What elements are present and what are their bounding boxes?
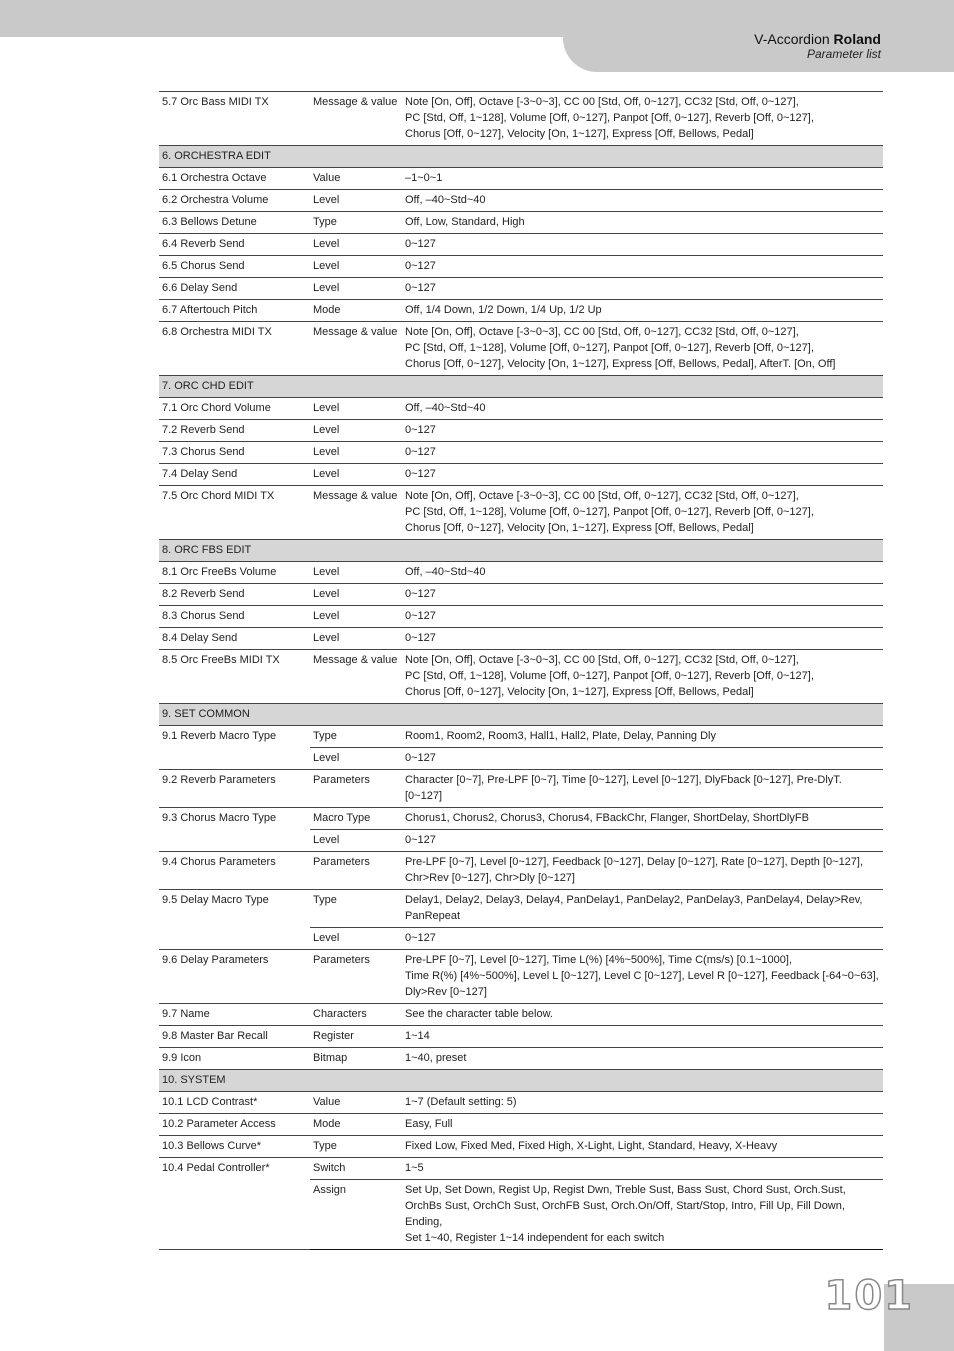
parameter-range	[402, 420, 883, 442]
parameter-range	[402, 726, 883, 748]
parameter-range	[402, 278, 883, 300]
parameter-name: 7.2 Reverb Send	[159, 420, 310, 442]
parameter-name: 9.5 Delay Macro Type	[159, 890, 310, 950]
parameter-kind: Type	[310, 726, 402, 748]
parameter-kind: Level	[310, 628, 402, 650]
parameter-name: 8.5 Orc FreeBs MIDI TX	[159, 650, 310, 704]
table-row	[159, 1026, 883, 1048]
parameter-range	[402, 628, 883, 650]
parameter-kind: Switch	[310, 1158, 402, 1180]
parameter-name: 9.7 Name	[159, 1004, 310, 1026]
parameter-kind: Register	[310, 1026, 402, 1048]
section-header	[159, 540, 883, 562]
parameter-kind: Parameters	[310, 950, 402, 1004]
parameter-range	[402, 1158, 883, 1180]
parameter-range	[402, 748, 883, 770]
table-row	[159, 1004, 883, 1026]
parameter-kind: Characters	[310, 1004, 402, 1026]
parameter-name: 7.3 Chorus Send	[159, 442, 310, 464]
parameter-name: 9.9 Icon	[159, 1048, 310, 1070]
table-row	[159, 584, 883, 606]
range-line: 0~127	[405, 588, 436, 600]
parameter-name: 6.5 Chorus Send	[159, 256, 310, 278]
page-number: 101	[824, 1273, 914, 1319]
parameter-range	[402, 852, 883, 890]
range-line: Character [0~7], Pre-LPF [0~7], Time [0~127], Level [0~127], DlyFback [0~127], Pre-DlyT. [0~127]	[405, 774, 842, 802]
section-header	[159, 1070, 883, 1092]
section-title: 9. SET COMMON	[159, 704, 883, 726]
parameter-name: 10.3 Bellows Curve*	[159, 1136, 310, 1158]
range-line: 1~14	[405, 1030, 430, 1042]
range-line: Dly>Rev [0~127]	[405, 986, 487, 998]
parameter-range	[402, 1114, 883, 1136]
parameter-range	[402, 168, 883, 190]
section-title: 6. ORCHESTRA EDIT	[159, 146, 883, 168]
range-line: PC [Std, Off, 1~128], Volume [Off, 0~127], Panpot [Off, 0~127], Reverb [Off, 0~127],	[405, 506, 814, 518]
parameter-kind: Assign	[310, 1180, 402, 1250]
parameter-name: 8.2 Reverb Send	[159, 584, 310, 606]
parameter-name: 6.3 Bellows Detune	[159, 212, 310, 234]
parameter-name: 9.8 Master Bar Recall	[159, 1026, 310, 1048]
parameter-range	[402, 486, 883, 540]
parameter-kind: Level	[310, 584, 402, 606]
parameter-name: 6.7 Aftertouch Pitch	[159, 300, 310, 322]
parameter-range	[402, 256, 883, 278]
parameter-range	[402, 890, 883, 928]
parameter-kind: Level	[310, 398, 402, 420]
range-line: Chorus [Off, 0~127], Velocity [On, 1~127], Express [Off, Bellows, Pedal], AfterT. [On, Off]	[405, 358, 836, 370]
table-row	[159, 256, 883, 278]
table-row	[159, 562, 883, 584]
table-row	[159, 168, 883, 190]
parameter-range	[402, 234, 883, 256]
parameter-kind: Level	[310, 606, 402, 628]
table-row	[159, 190, 883, 212]
parameter-range	[402, 650, 883, 704]
parameter-kind: Macro Type	[310, 808, 402, 830]
parameter-range	[402, 770, 883, 808]
parameter-kind: Level	[310, 562, 402, 584]
section-title: 7. ORC CHD EDIT	[159, 376, 883, 398]
parameter-range	[402, 928, 883, 950]
table-row	[159, 852, 883, 890]
range-line: 0~127	[405, 834, 436, 846]
range-line: Note [On, Off], Octave [-3~0~3], CC 00 [Std, Off, 0~127], CC32 [Std, Off, 0~127],	[405, 654, 799, 666]
table-row	[159, 606, 883, 628]
range-line: Pre-LPF [0~7], Level [0~127], Time L(%) [4%~500%], Time C(ms/s) [0.1~1000],	[405, 954, 793, 966]
table-row	[159, 464, 883, 486]
range-line: Off, –40~Std~40	[405, 194, 486, 206]
parameter-kind: Level	[310, 190, 402, 212]
table-row	[159, 890, 883, 928]
brand-logo: Roland	[833, 31, 881, 47]
range-line: Chorus [Off, 0~127], Velocity [On, 1~127], Express [Off, Bellows, Pedal]	[405, 522, 754, 534]
range-line: –1~0~1	[405, 172, 443, 184]
range-line: 0~127	[405, 468, 436, 480]
parameter-range	[402, 398, 883, 420]
section-title: 8. ORC FBS EDIT	[159, 540, 883, 562]
product-model: V-Accordion	[754, 31, 830, 47]
parameter-kind: Level	[310, 278, 402, 300]
parameter-range	[402, 606, 883, 628]
range-line: Chorus1, Chorus2, Chorus3, Chorus4, FBackChr, Flanger, ShortDelay, ShortDlyFB	[405, 812, 809, 824]
parameter-kind: Message & value	[310, 650, 402, 704]
parameter-name: 8.3 Chorus Send	[159, 606, 310, 628]
table-row	[159, 650, 883, 704]
range-line: 0~127	[405, 260, 436, 272]
range-line: 0~127	[405, 282, 436, 294]
parameter-kind: Level	[310, 234, 402, 256]
section-subtitle: Parameter list	[806, 47, 881, 61]
parameter-range	[402, 322, 883, 376]
parameter-range	[402, 1092, 883, 1114]
parameter-range	[402, 190, 883, 212]
table-row	[159, 770, 883, 808]
table-row	[159, 300, 883, 322]
product-name	[754, 31, 881, 47]
parameter-name: 10.1 LCD Contrast*	[159, 1092, 310, 1114]
parameter-range	[402, 584, 883, 606]
range-line: Room1, Room2, Room3, Hall1, Hall2, Plate, Delay, Panning Dly	[405, 730, 716, 742]
table-row	[159, 628, 883, 650]
range-line: Note [On, Off], Octave [-3~0~3], CC 00 [Std, Off, 0~127], CC32 [Std, Off, 0~127],	[405, 96, 799, 108]
parameter-kind: Mode	[310, 1114, 402, 1136]
parameter-name: 9.1 Reverb Macro Type	[159, 726, 310, 770]
parameter-name: 9.3 Chorus Macro Type	[159, 808, 310, 852]
parameter-range	[402, 212, 883, 234]
table-row	[159, 950, 883, 1004]
table-row	[159, 1048, 883, 1070]
range-line: Set 1~40, Register 1~14 independent for each switch	[405, 1232, 665, 1244]
range-line: PC [Std, Off, 1~128], Volume [Off, 0~127], Panpot [Off, 0~127], Reverb [Off, 0~127],	[405, 342, 814, 354]
table-row	[159, 398, 883, 420]
parameter-kind: Level	[310, 256, 402, 278]
parameter-name: 10.4 Pedal Controller*	[159, 1158, 310, 1250]
parameter-range	[402, 1136, 883, 1158]
parameter-name: 9.4 Chorus Parameters	[159, 852, 310, 890]
parameter-name: 5.7 Orc Bass MIDI TX	[159, 92, 310, 146]
range-line: PC [Std, Off, 1~128], Volume [Off, 0~127], Panpot [Off, 0~127], Reverb [Off, 0~127],	[405, 670, 814, 682]
range-line: 0~127	[405, 932, 436, 944]
parameter-name: 6.6 Delay Send	[159, 278, 310, 300]
parameter-kind: Mode	[310, 300, 402, 322]
table-row	[159, 726, 883, 748]
range-line: PC [Std, Off, 1~128], Volume [Off, 0~127], Panpot [Off, 0~127], Reverb [Off, 0~127],	[405, 112, 814, 124]
parameter-range	[402, 562, 883, 584]
parameter-range	[402, 1026, 883, 1048]
parameter-kind: Type	[310, 890, 402, 928]
table-row	[159, 1114, 883, 1136]
parameter-kind: Message & value	[310, 322, 402, 376]
table-row	[159, 322, 883, 376]
parameter-range	[402, 464, 883, 486]
parameter-range	[402, 92, 883, 146]
table-row	[159, 92, 883, 146]
parameter-range	[402, 1048, 883, 1070]
range-line: Pre-LPF [0~7], Level [0~127], Feedback [0~127], Delay [0~127], Rate [0~127], Depth [0~127],	[405, 856, 864, 868]
parameter-kind: Level	[310, 442, 402, 464]
range-line: PanRepeat	[405, 910, 461, 922]
parameter-range	[402, 300, 883, 322]
range-line: Note [On, Off], Octave [-3~0~3], CC 00 [Std, Off, 0~127], CC32 [Std, Off, 0~127],	[405, 326, 799, 338]
table-row	[159, 486, 883, 540]
range-line: Note [On, Off], Octave [-3~0~3], CC 00 [Std, Off, 0~127], CC32 [Std, Off, 0~127],	[405, 490, 799, 502]
range-line: 0~127	[405, 424, 436, 436]
table-row	[159, 442, 883, 464]
parameter-kind: Level	[310, 830, 402, 852]
parameter-name: 6.1 Orchestra Octave	[159, 168, 310, 190]
parameter-name: 8.1 Orc FreeBs Volume	[159, 562, 310, 584]
parameter-range	[402, 808, 883, 830]
section-title: 10. SYSTEM	[159, 1070, 883, 1092]
section-header	[159, 704, 883, 726]
table-row	[159, 1092, 883, 1114]
range-line: OrchBs Sust, OrchCh Sust, OrchFB Sust, Orch.On/Off, Start/Stop, Intro, Fill Up, Fill Down, Ending,	[405, 1200, 845, 1228]
range-line: Chorus [Off, 0~127], Velocity [On, 1~127], Express [Off, Bellows, Pedal]	[405, 686, 754, 698]
parameter-name: 6.2 Orchestra Volume	[159, 190, 310, 212]
range-line: 1~40, preset	[405, 1052, 467, 1064]
range-line: 1~5	[405, 1162, 424, 1174]
range-line: 0~127	[405, 632, 436, 644]
table-row	[159, 1136, 883, 1158]
range-line: Off, –40~Std~40	[405, 566, 486, 578]
parameter-kind: Parameters	[310, 770, 402, 808]
parameter-kind: Bitmap	[310, 1048, 402, 1070]
range-line: Easy, Full	[405, 1118, 453, 1130]
parameter-range	[402, 830, 883, 852]
range-line: 1~7 (Default setting: 5)	[405, 1096, 517, 1108]
range-line: Chorus [Off, 0~127], Velocity [On, 1~127], Express [Off, Bellows, Pedal]	[405, 128, 754, 140]
range-line: Fixed Low, Fixed Med, Fixed High, X-Light, Light, Standard, Heavy, X-Heavy	[405, 1140, 778, 1152]
parameter-kind: Type	[310, 212, 402, 234]
parameter-table	[159, 91, 883, 1250]
table-row	[159, 278, 883, 300]
range-line: Set Up, Set Down, Regist Up, Regist Dwn, Treble Sust, Bass Sust, Chord Sust, Orch.Sust,	[405, 1184, 846, 1196]
parameter-kind: Level	[310, 928, 402, 950]
parameter-kind: Level	[310, 748, 402, 770]
parameter-name: 6.8 Orchestra MIDI TX	[159, 322, 310, 376]
parameter-range	[402, 1180, 883, 1250]
parameter-name: 7.5 Orc Chord MIDI TX	[159, 486, 310, 540]
parameter-name: 6.4 Reverb Send	[159, 234, 310, 256]
parameter-range	[402, 442, 883, 464]
table-row	[159, 420, 883, 442]
table-row	[159, 808, 883, 830]
parameter-kind: Message & value	[310, 92, 402, 146]
parameter-name: 10.2 Parameter Access	[159, 1114, 310, 1136]
parameter-name: 9.2 Reverb Parameters	[159, 770, 310, 808]
parameter-kind: Type	[310, 1136, 402, 1158]
range-line: 0~127	[405, 610, 436, 622]
parameter-range	[402, 1004, 883, 1026]
parameter-name: 8.4 Delay Send	[159, 628, 310, 650]
parameter-kind: Value	[310, 168, 402, 190]
range-line: 0~127	[405, 752, 436, 764]
parameter-kind: Parameters	[310, 852, 402, 890]
parameter-kind: Value	[310, 1092, 402, 1114]
parameter-range	[402, 950, 883, 1004]
range-line: Off, Low, Standard, High	[405, 216, 525, 228]
range-line: Delay1, Delay2, Delay3, Delay4, PanDelay1, PanDelay2, PanDelay3, PanDelay4, Delay>Rev,	[405, 894, 863, 906]
table-row	[159, 234, 883, 256]
parameter-table-body	[159, 92, 883, 1250]
range-line: Chr>Rev [0~127], Chr>Dly [0~127]	[405, 872, 575, 884]
parameter-name: 9.6 Delay Parameters	[159, 950, 310, 1004]
section-header	[159, 146, 883, 168]
parameter-kind: Level	[310, 464, 402, 486]
table-row	[159, 1158, 883, 1180]
range-line: See the character table below.	[405, 1008, 553, 1020]
section-header	[159, 376, 883, 398]
parameter-kind: Message & value	[310, 486, 402, 540]
range-line: Off, –40~Std~40	[405, 402, 486, 414]
range-line: Off, 1/4 Down, 1/2 Down, 1/4 Up, 1/2 Up	[405, 304, 602, 316]
parameter-name: 7.1 Orc Chord Volume	[159, 398, 310, 420]
table-row	[159, 212, 883, 234]
range-line: Time R(%) [4%~500%], Level L [0~127], Level C [0~127], Level R [0~127], Feedback [-64~0~63],	[405, 970, 879, 982]
parameter-kind: Level	[310, 420, 402, 442]
parameter-name: 7.4 Delay Send	[159, 464, 310, 486]
range-line: 0~127	[405, 446, 436, 458]
range-line: 0~127	[405, 238, 436, 250]
